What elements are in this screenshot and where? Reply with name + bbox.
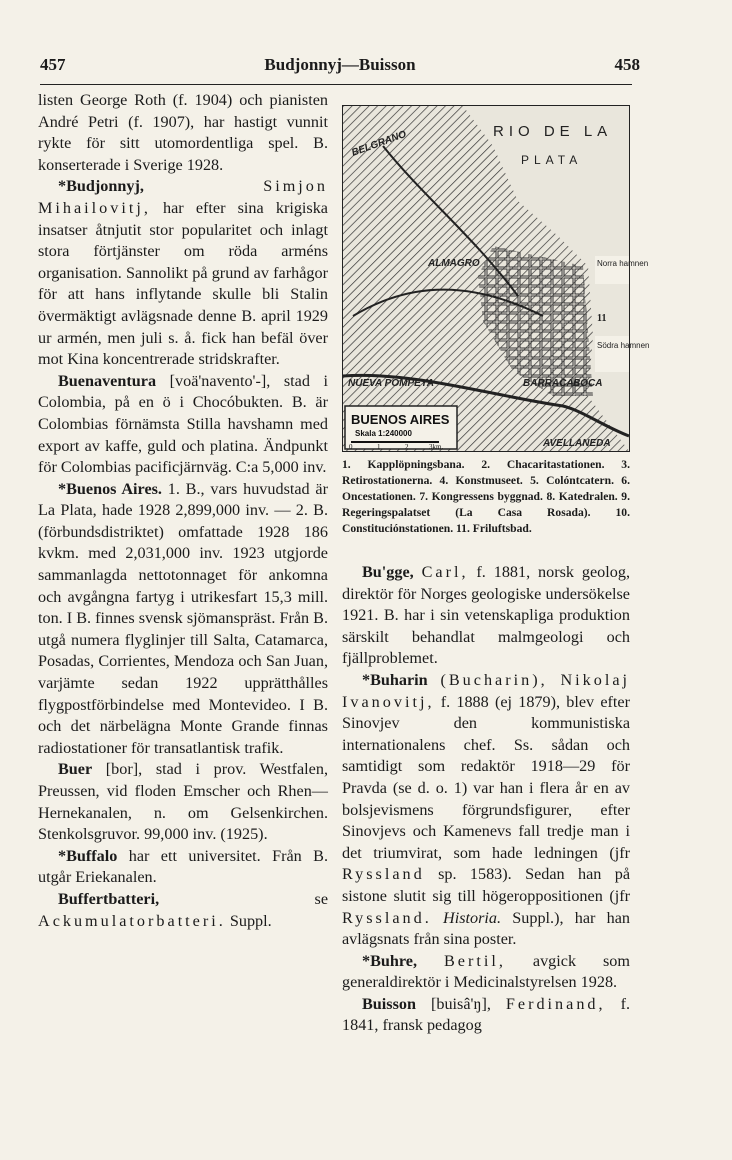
person-name: Bertil, (444, 951, 506, 970)
north-harbor-label: Norra hamnen (597, 259, 649, 268)
right-column (342, 562, 630, 1037)
headword: *Buffalo (58, 846, 118, 865)
headword: *Buenos Aires. (58, 479, 162, 498)
person-name: Carl, (421, 563, 469, 581)
entry-body: f. 1888 (ej 1879), blev efter Sinovjev den kommunistiska internationalens chef. Ss. sådan och samtidigt som redaktör 1918—29 för Pravda (se d. o. 1) var han i flera år en av bolsjevismens förgrundsfigurer, efter Sinovjevs och Kamenevs fall tredje man i det triumvirat, som hade ledningen (jfr (342, 692, 631, 862)
supplement-mark: Suppl. (229, 911, 272, 930)
headword: *Buhre, (362, 951, 418, 970)
headword: Buer (58, 760, 93, 779)
left-page-number: 457 (40, 55, 66, 74)
sea-label: PLATA (521, 153, 583, 167)
cross-reference-section: Historia. (443, 908, 502, 927)
left-column (38, 90, 328, 932)
alt-spelling: (Bucharin), (440, 670, 548, 689)
south-harbor-label: Södra hamnen (597, 341, 650, 350)
headword: Buenaventura (58, 371, 157, 390)
map-number: 11 (597, 313, 607, 324)
district-label: NUEVA POMPEYA (348, 378, 434, 389)
headword: Bu'gge, (362, 563, 414, 581)
entry-buer (38, 759, 328, 845)
scale-tick: 0 (349, 443, 353, 451)
map-figure (343, 106, 650, 451)
person-name: Ferdinand, (505, 994, 606, 1013)
buenos-aires-map (342, 105, 650, 452)
running-title: Budjonnyj—Buisson (264, 55, 416, 74)
district-label: ALMAGRO (428, 258, 480, 269)
district-label: BOCA (573, 378, 603, 389)
entry-body: 1. B., vars huvudstad är La Plata, hade 1928 2,899,000 inv. — 2. B. (förbundsdistriktet) omfattade 1928 186 kvkm. med 2,031,000 inv. 1923 utgjorde sammanlagda nettotonnaget för ankomna och avgångna fartyg i utrikesfart 15,3 mill. ton. I B. finnes svensk sjömanspräst. Från B. utgå numera flyglinjer till Salta, Catamarca, Posadas, Corrientes, Mendoza och San Juan, varjämte sedan 1922 upprätthålles flygpostförbindelse med Montevideo. I B. och det närbelägna Monte Grande finnas radiostationer för transatlantisk trafik. (38, 479, 329, 757)
entry-continuation: listen George Roth (f. 1904) och pianisten André Petri (f. 1907), har hastigt vunnit rykte för sitt utomordentliga spel. B. konserterade i Sverige 1928. (38, 91, 328, 174)
entry-body: avgick som generaldirektör i Medicinalstyrelsen 1928. (342, 951, 630, 992)
map-scale: Skala 1:240000 (355, 429, 412, 438)
entry-buffertbatteri (38, 889, 328, 932)
map-caption: 1. Kapplöpningsbana. 2. Chacaritastationen. 3. Retirostationerna. 4. Konstmuseet. 5. Colóntcatern. 6. Oncestationen. 7. Kongressens byggnad. 8. Katedralen. 9. Regeringspalatset (La Casa Rosada). 10. Constituciónstationen. 11. Friluftsbad. (342, 458, 630, 535)
page-header (40, 55, 640, 81)
header-rule (40, 84, 632, 85)
scale-tick: 3km. (429, 443, 444, 451)
scale-tick: 1 (377, 443, 381, 451)
entry-buffalo (38, 846, 328, 889)
entry-bugge (342, 562, 630, 670)
entry-body: Suppl.), har han avlägsnats från sina poster. (342, 908, 631, 949)
see-word: se (314, 889, 328, 908)
entry-body: f. 1881, norsk geolog, direktör för Norges geologiske undersökelse 1921. B. har i sin vetenskapliga produktion särskilt behandlat malmgeologi och fjällproblemet. (342, 563, 631, 668)
right-page-number: 458 (614, 55, 640, 74)
pronunciation: [buisâ'ŋ], (430, 994, 491, 1013)
headword: *Buharin (362, 670, 428, 689)
headword: Buffertbatteri, (58, 889, 160, 908)
headword: Buisson (362, 994, 416, 1013)
entry-body: [bor], stad i prov. Westfalen, Preussen, vid floden Emscher och Rhen—Hernekanalen, n. om Gelsenkirchen. Stenkolsgruvor. 99,000 inv. (1925). (38, 760, 328, 844)
entry-buisson (342, 994, 630, 1037)
entry-body: har ett universitet. Från B. utgår Eriekanalen. (38, 846, 328, 887)
entry-body: har efter sina krigiska insatser åtnjutit stor popularitet och inlagt stora förtjänster om röda arméns organisation. Sannolikt på grund av farhågor för att hans inflytande skulle bli Stalin övermäktigt avlägsnade denne B. april 1929 ur armén, men juli s. å. fick han befäl över mot Kina koncentrerade stridskrafter. (38, 198, 328, 369)
entry-body: f. 1841, fransk pedagog (342, 994, 630, 1035)
entry-buenaventura (38, 371, 328, 479)
headword: *Budjonnyj, (58, 177, 144, 196)
district-label: BARRACAS (523, 378, 581, 389)
entry-buenos-aires (38, 479, 328, 760)
scale-tick: 2 (405, 443, 409, 451)
district-label: BELGRANO (350, 128, 408, 159)
entry-budjonnyj (38, 176, 328, 370)
map-title: BUENOS AIRES (351, 412, 450, 427)
entry-buhre (342, 951, 630, 994)
district-label: AVELLANEDA (543, 438, 611, 449)
entry-body: sp. 1583). Sedan han på sistone slutit sig till högeroppositionen (jfr (342, 865, 631, 905)
person-name: Simjon Mihailovitj, (38, 177, 328, 217)
sea-label: RIO DE LA (493, 123, 613, 140)
cross-reference: Ryssland (342, 865, 425, 884)
entry-buharin (342, 670, 630, 951)
cross-reference: Ackumulatorbatteri. (38, 911, 226, 930)
person-name: Nikolaj Ivanovitj, (342, 670, 631, 711)
cross-reference: Ryssland. (342, 908, 432, 927)
entry-body: [voä'navento'-], stad i Colombia, på en ö i Chocóbukten. B. är Colombias förnämsta Stilla havshamn med export av kaffe, guld och platina. Ändpunkt för Colombias pacificjärnväg. C:a 5,000 inv. (38, 371, 328, 477)
